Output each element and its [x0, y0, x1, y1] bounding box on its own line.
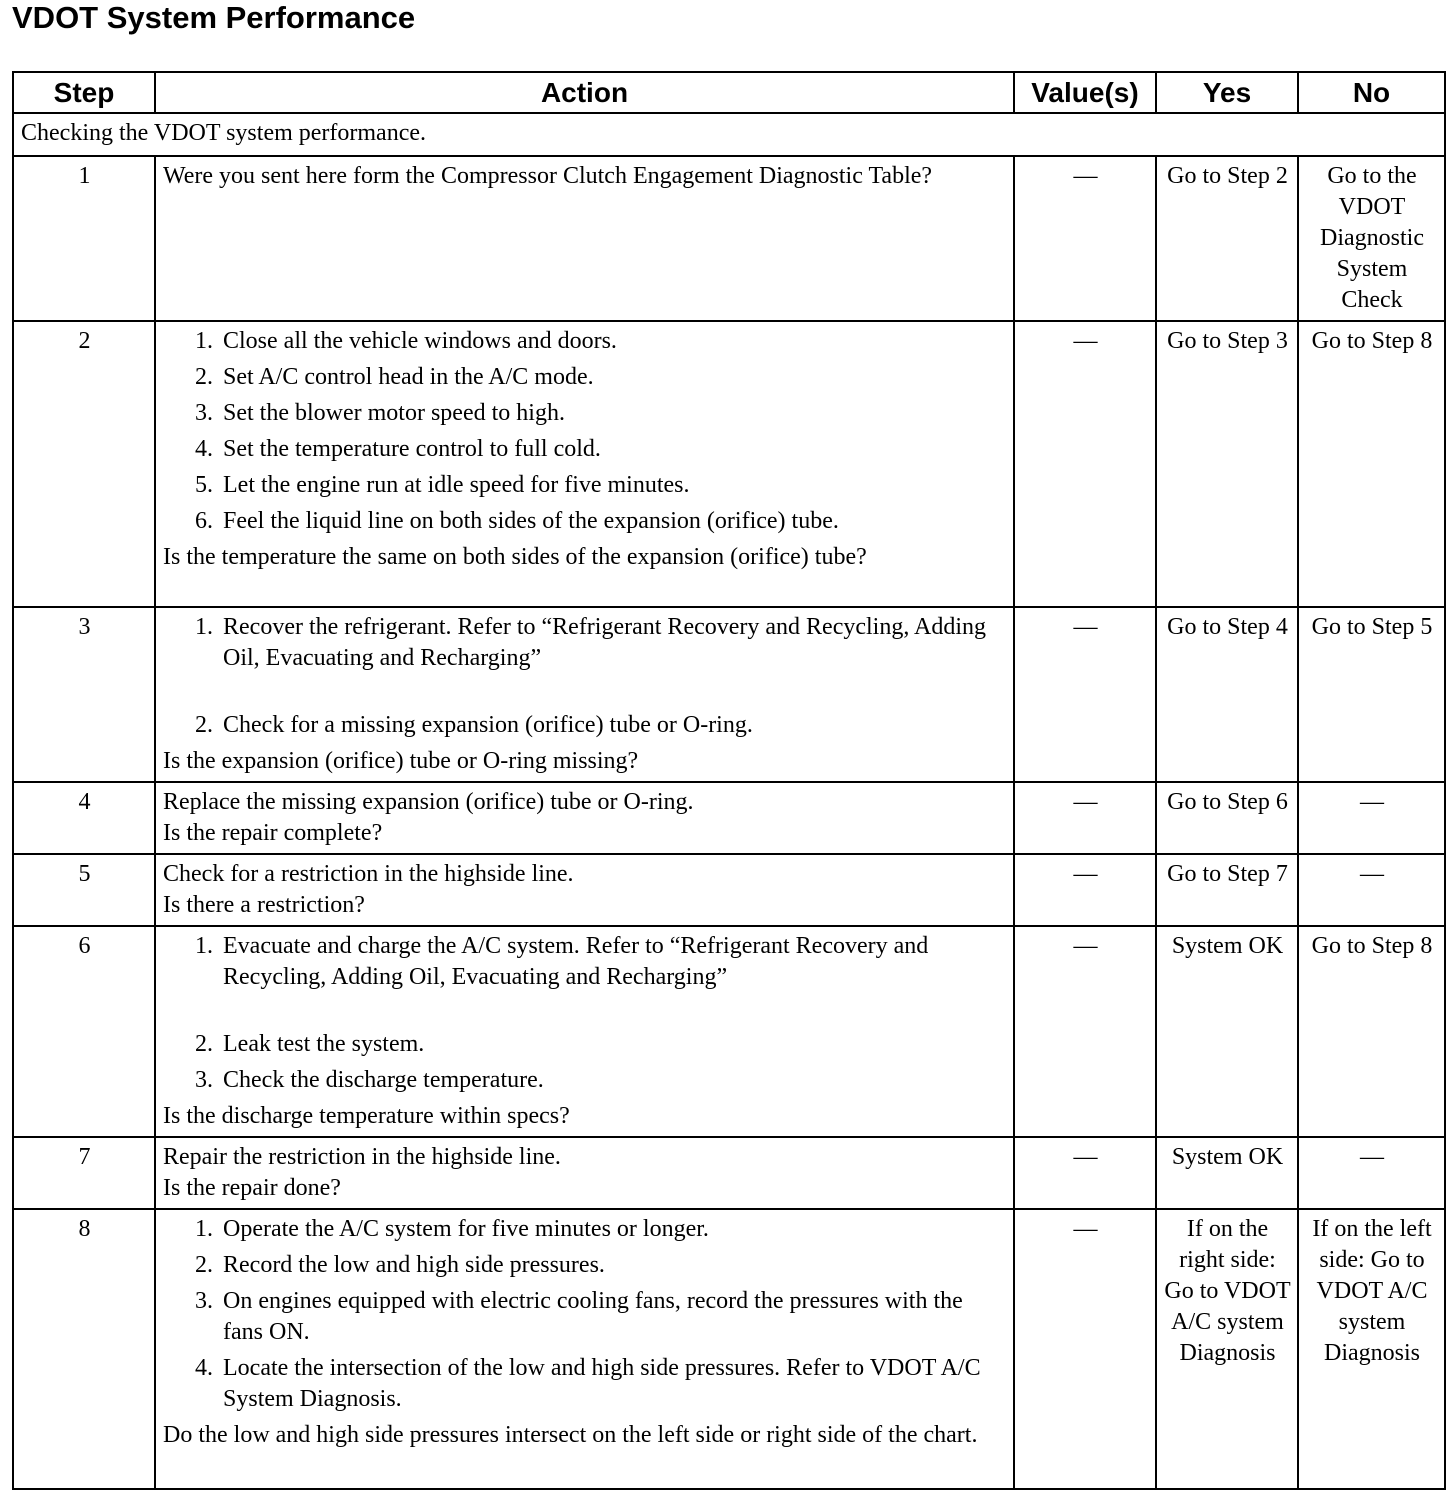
- action-cell: [155, 321, 1014, 607]
- no-cell: If on the left side: Go to VDOT A/C system Diagnosis: [1298, 1209, 1445, 1489]
- no-cell: Go to Step 8: [1298, 926, 1445, 1137]
- list-item: 1. Operate the A/C system for five minutes or longer.: [219, 1214, 1007, 1245]
- list-item: 1. Recover the refrigerant. Refer to “Refrigerant Recovery and Recycling, Adding Oil, Evacuating and Recharging”: [219, 612, 1007, 674]
- list-item: 3. On engines equipped with electric cooling fans, record the pressures with the fans ON.: [219, 1286, 1007, 1348]
- value-cell: —: [1014, 321, 1156, 607]
- list-item: 4. Set the temperature control to full cold.: [219, 434, 1007, 465]
- step-number: 1: [13, 156, 155, 321]
- header-values: Value(s): [1014, 72, 1156, 113]
- action-question: Is the temperature the same on both sides of the expansion (orifice) tube?: [163, 544, 867, 570]
- yes-cell: Go to Step 7: [1156, 854, 1298, 926]
- action-text: Check for a restriction in the highside line.: [163, 861, 574, 887]
- list-item: 1. Evacuate and charge the A/C system. Refer to “Refrigerant Recovery and Recycling, Adding Oil, Evacuating and Recharging”: [219, 931, 1007, 993]
- header-action: Action: [155, 72, 1014, 113]
- table-row: [13, 926, 1445, 1137]
- action-list: [163, 931, 1007, 1096]
- action-question: Is the expansion (orifice) tube or O-ring missing?: [163, 748, 639, 774]
- no-cell: Go to Step 5: [1298, 607, 1445, 782]
- step-number: 5: [13, 854, 155, 926]
- step-number: 2: [13, 321, 155, 607]
- header-step: Step: [13, 72, 155, 113]
- action-question: Is the repair done?: [163, 1175, 341, 1201]
- yes-cell: System OK: [1156, 1137, 1298, 1209]
- table-row: [13, 607, 1445, 782]
- list-item: 2. Set A/C control head in the A/C mode.: [219, 362, 1007, 393]
- table-row: [13, 782, 1445, 854]
- page-title: VDOT System Performance: [12, 0, 416, 35]
- header-row: [13, 72, 1445, 113]
- action-cell: [155, 854, 1014, 926]
- list-item: 3. Set the blower motor speed to high.: [219, 398, 1007, 429]
- value-cell: —: [1014, 1209, 1156, 1489]
- list-item: 6. Feel the liquid line on both sides of the expansion (orifice) tube.: [219, 506, 1007, 537]
- action-question: Is the repair complete?: [163, 820, 383, 846]
- table-row: [13, 1137, 1445, 1209]
- yes-cell: Go to Step 4: [1156, 607, 1298, 782]
- diagnostic-table: [12, 71, 1446, 1490]
- action-cell: [155, 782, 1014, 854]
- action-cell: [155, 156, 1014, 321]
- action-list: [163, 1214, 1007, 1415]
- step-number: 7: [13, 1137, 155, 1209]
- action-question: Is there a restriction?: [163, 892, 365, 918]
- table-row: [13, 321, 1445, 607]
- action-list: [163, 326, 1007, 537]
- list-item: 2. Check for a missing expansion (orifice) tube or O-ring.: [219, 710, 1007, 741]
- no-cell: Go to the VDOT Diagnostic System Check: [1298, 156, 1445, 321]
- yes-cell: Go to Step 3: [1156, 321, 1298, 607]
- action-list: [163, 612, 1007, 741]
- step-number: 4: [13, 782, 155, 854]
- list-item: 1. Close all the vehicle windows and doors.: [219, 326, 1007, 357]
- section-row: [13, 113, 1445, 156]
- action-cell: [155, 1137, 1014, 1209]
- value-cell: —: [1014, 1137, 1156, 1209]
- yes-cell: Go to Step 6: [1156, 782, 1298, 854]
- yes-cell: Go to Step 2: [1156, 156, 1298, 321]
- action-text: Repair the restriction in the highside line.: [163, 1144, 561, 1170]
- action-question: Is the discharge temperature within specs?: [163, 1103, 570, 1129]
- value-cell: —: [1014, 926, 1156, 1137]
- step-number: 6: [13, 926, 155, 1137]
- list-item: 2. Record the low and high side pressures.: [219, 1250, 1007, 1281]
- step-number: 8: [13, 1209, 155, 1489]
- yes-cell: System OK: [1156, 926, 1298, 1137]
- action-cell: [155, 607, 1014, 782]
- no-cell: —: [1298, 782, 1445, 854]
- action-text: Were you sent here form the Compressor Clutch Engagement Diagnostic Table?: [163, 163, 933, 189]
- action-question: Do the low and high side pressures intersect on the left side or right side of the chart.: [163, 1422, 978, 1448]
- list-item: 3. Check the discharge temperature.: [219, 1065, 1007, 1096]
- list-item: 2. Leak test the system.: [219, 1029, 1007, 1060]
- section-label: Checking the VDOT system performance.: [13, 113, 1445, 156]
- value-cell: —: [1014, 782, 1156, 854]
- action-text: Replace the missing expansion (orifice) tube or O-ring.: [163, 789, 694, 815]
- value-cell: —: [1014, 607, 1156, 782]
- list-item: 4. Locate the intersection of the low and high side pressures. Refer to VDOT A/C System Diagnosis.: [219, 1353, 1007, 1415]
- value-cell: —: [1014, 156, 1156, 321]
- list-item: 5. Let the engine run at idle speed for five minutes.: [219, 470, 1007, 501]
- step-number: 3: [13, 607, 155, 782]
- yes-cell: If on the right side: Go to VDOT A/C system Diagnosis: [1156, 1209, 1298, 1489]
- no-cell: Go to Step 8: [1298, 321, 1445, 607]
- no-cell: —: [1298, 854, 1445, 926]
- table-row: [13, 156, 1445, 321]
- table-row: [13, 1209, 1445, 1489]
- value-cell: —: [1014, 854, 1156, 926]
- table-row: [13, 854, 1445, 926]
- no-cell: —: [1298, 1137, 1445, 1209]
- action-cell: [155, 926, 1014, 1137]
- header-yes: Yes: [1156, 72, 1298, 113]
- action-cell: [155, 1209, 1014, 1489]
- header-no: No: [1298, 72, 1445, 113]
